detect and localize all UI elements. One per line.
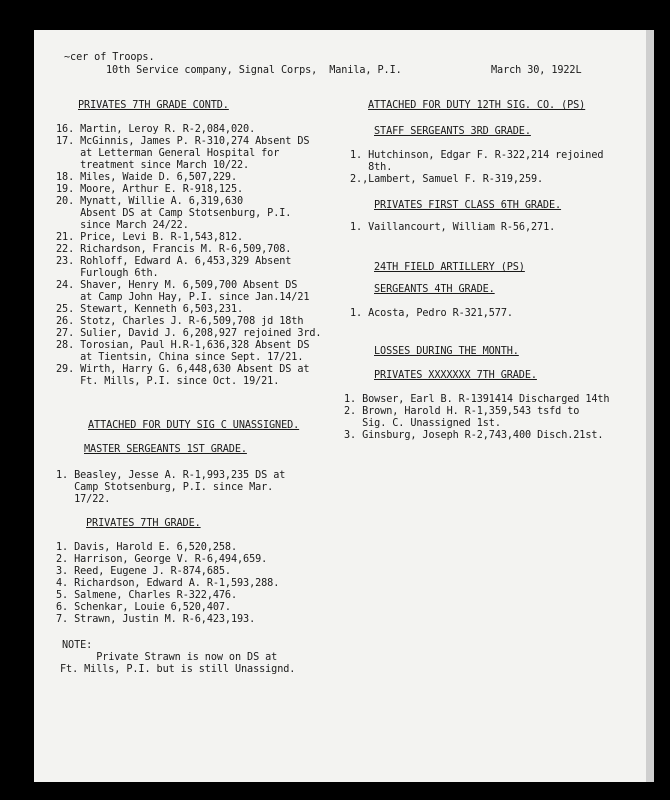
entry-line: 16. Martin, Leroy R. R-2,084,020. [56, 124, 256, 135]
entry-line: Ft. Mills, P.I. since Oct. 19/21. [56, 376, 280, 387]
entry-line: 21. Price, Levi B. R-1,543,812. [56, 232, 244, 243]
heading-privates-7th-contd: PRIVATES 7TH GRADE CONTD. [78, 100, 229, 111]
heading-losses: LOSSES DURING THE MONTH. [374, 346, 519, 357]
entry-line: 24. Shaver, Henry M. 6,509,700 Absent DS [56, 280, 298, 291]
entry-line: at Tientsin, China since Sept. 17/21. [56, 352, 304, 363]
entry-line: 18. Miles, Waide D. 6,507,229. [56, 172, 238, 183]
right-entries-1 [350, 150, 603, 186]
entry-line: 20. Mynatt, Willie A. 6,319,630 [56, 196, 244, 207]
entry-line: 8th. [350, 162, 393, 173]
heading-attached-sig-c-unassigned: ATTACHED FOR DUTY SIG C UNASSIGNED. [88, 420, 300, 431]
entry-line: 5. Salmene, Charles R-322,476. [56, 590, 238, 601]
entry-line: 4. Richardson, Edward A. R-1,593,288. [56, 578, 280, 589]
entry-line: 1. Hutchinson, Edgar F. R-322,214 rejoined [350, 150, 604, 161]
entry-line: 3. Ginsburg, Joseph R-2,743,400 Disch.21st. [344, 430, 604, 441]
entry-line: 17/22. [56, 494, 111, 505]
heading-staff-sergeants: STAFF SERGEANTS 3RD GRADE. [374, 126, 531, 137]
entry-line: 2. Brown, Harold H. R-1,359,543 tsfd to [344, 406, 580, 417]
right-entries-3 [350, 308, 513, 320]
entry-line: 22. Richardson, Francis M. R-6,509,708. [56, 244, 292, 255]
entry-line: Sig. C. Unassigned 1st. [344, 418, 501, 429]
header-line-2: 10th Service company, Signal Corps, Manila, P.I. [106, 65, 402, 76]
note-text [60, 652, 295, 676]
entry-line: 19. Moore, Arthur E. R-918,125. [56, 184, 244, 195]
entry-line: 17. McGinnis, James P. R-310,274 Absent DS [56, 136, 310, 147]
entry-line: Private Strawn is now on DS at [60, 652, 278, 663]
entry-line: 1. Bowser, Earl B. R-1391414 Discharged 14th [344, 394, 610, 405]
heading-attached-12th-sig: ATTACHED FOR DUTY 12TH SIG. CO. (PS) [368, 100, 586, 111]
entry-line: since March 24/22. [56, 220, 189, 231]
entry-line: 1. Beasley, Jesse A. R-1,993,235 DS at [56, 470, 286, 481]
entry-line: 29. Wirth, Harry G. 6,448,630 Absent DS at [56, 364, 310, 375]
entry-line: at Camp John Hay, P.I. since Jan.14/21 [56, 292, 310, 303]
left-entries-3 [56, 542, 279, 626]
entry-line: treatment since March 10/22. [56, 160, 250, 171]
entry-line: 2. Harrison, George V. R-6,494,659. [56, 554, 268, 565]
right-entries-2 [350, 222, 555, 234]
entry-line: 1. Davis, Harold E. 6,520,258. [56, 542, 238, 553]
entry-line: 7. Strawn, Justin M. R-6,423,193. [56, 614, 256, 625]
entry-line: at Letterman General Hospital for [56, 148, 280, 159]
entry-line: 26. Stotz, Charles J. R-6,509,708 jd 18th [56, 316, 304, 327]
heading-privates-losses: PRIVATES XXXXXXX 7TH GRADE. [374, 370, 537, 381]
heading-master-sergeants: MASTER SERGEANTS 1ST GRADE. [84, 444, 247, 455]
right-entries-4 [344, 394, 609, 442]
header-date: March 30, 1922L [491, 65, 582, 76]
entry-line: 23. Rohloff, Edward A. 6,453,329 Absent [56, 256, 292, 267]
entry-line: 1. Acosta, Pedro R-321,577. [350, 308, 513, 319]
entry-line: Absent DS at Camp Stotsenburg, P.I. [56, 208, 292, 219]
entry-line: Furlough 6th. [56, 268, 159, 279]
entry-line: 1. Vaillancourt, William R-56,271. [350, 222, 556, 233]
entry-line: 27. Sulier, David J. 6,208,927 rejoined 3rd. [56, 328, 322, 339]
note-label: NOTE: [62, 640, 93, 651]
entry-line: 28. Torosian, Paul H.R-1,636,328 Absent DS [56, 340, 310, 351]
entry-line: 25. Stewart, Kenneth 6,503,231. [56, 304, 244, 315]
document-page [34, 30, 654, 782]
left-entries-1 [56, 124, 321, 388]
left-entries-2 [56, 470, 285, 506]
entry-line: 3. Reed, Eugene J. R-874,685. [56, 566, 231, 577]
heading-privates-first-class: PRIVATES FIRST CLASS 6TH GRADE. [374, 200, 562, 211]
entry-line: 6. Schenkar, Louie 6,520,407. [56, 602, 231, 613]
heading-sergeants-4th: SERGEANTS 4TH GRADE. [374, 284, 495, 295]
heading-24th-field-artillery: 24TH FIELD ARTILLERY (PS) [374, 262, 525, 273]
entry-line: 2.,Lambert, Samuel F. R-319,259. [350, 174, 544, 185]
heading-privates-7th: PRIVATES 7TH GRADE. [86, 518, 201, 529]
header-line-1: ~cer of Troops. [64, 52, 155, 63]
entry-line: Camp Stotsenburg, P.I. since Mar. [56, 482, 274, 493]
entry-line: Ft. Mills, P.I. but is still Unassignd. [60, 664, 296, 675]
